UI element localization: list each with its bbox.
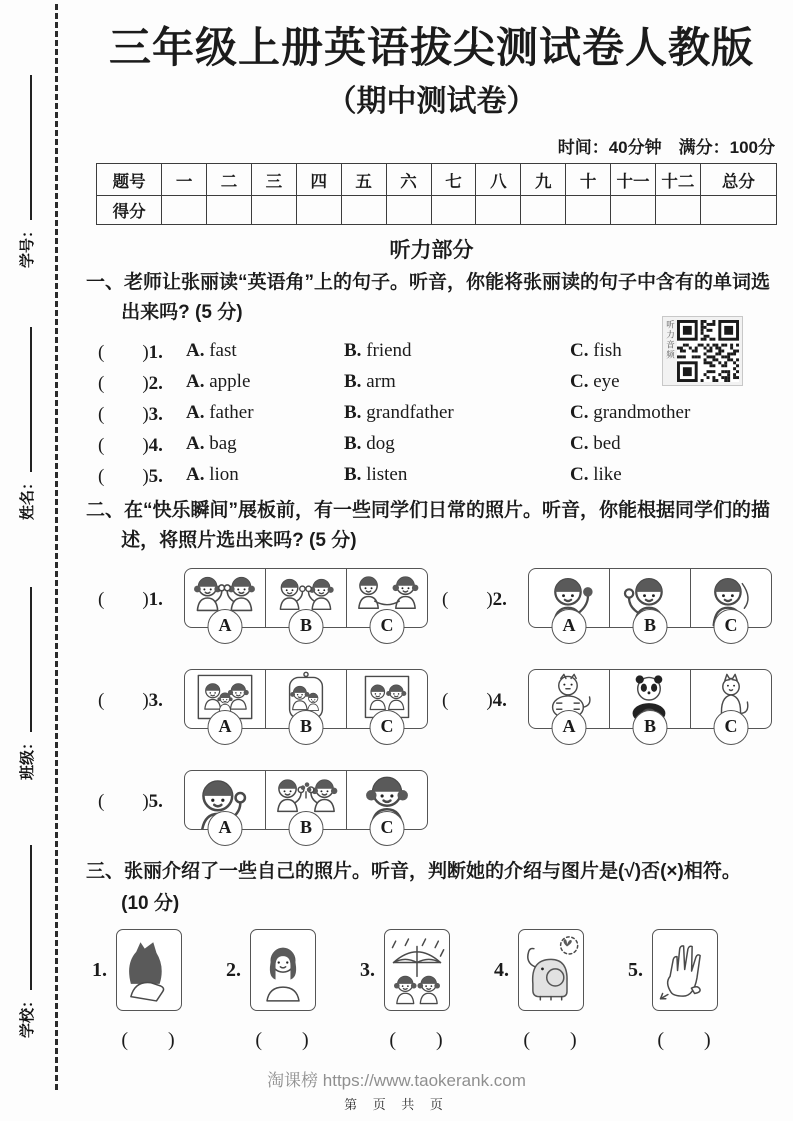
- option-b: B. arm: [344, 370, 396, 392]
- picture-strip: [184, 770, 428, 838]
- score-row-label: 得分: [97, 196, 162, 225]
- binding-dashed-line: [55, 4, 58, 1090]
- black-cat-illustration: [117, 930, 181, 1010]
- q1-item: ( )1. A. fast B. friend C. fish: [98, 335, 777, 366]
- score-cell[interactable]: [341, 196, 386, 225]
- judge-picture: [250, 929, 316, 1011]
- picture-strip: [184, 669, 428, 737]
- q1-item: ( )4. A. bag B. dog C. bed: [98, 428, 777, 459]
- score-cell[interactable]: [162, 196, 207, 225]
- school-label: 学校：: [19, 992, 36, 1038]
- score-table-header-cell: 题号: [97, 164, 162, 196]
- score-table-header-cell: 八: [476, 164, 521, 196]
- score-cell[interactable]: [207, 196, 252, 225]
- paper-content: [86, 24, 777, 1052]
- elephant-illustration: [519, 930, 583, 1010]
- score-table-header-cell: 四: [296, 164, 341, 196]
- q1-prompt: 一、老师让张丽读“英语角”上的句子。听音，你能将张丽读的句子中含有的单词选出来吗? (5 分): [86, 272, 771, 324]
- q3-item: [360, 929, 450, 1052]
- picture-choice-c[interactable]: [690, 569, 771, 636]
- score-table-header-cell: 十二: [655, 164, 700, 196]
- choice-letter-a: A: [208, 609, 243, 644]
- choice-letter-a: A: [208, 710, 243, 745]
- class-field: [16, 587, 37, 780]
- choice-letter-c: C: [714, 609, 749, 644]
- score-cell[interactable]: [386, 196, 431, 225]
- score-table-header-cell: 五: [341, 164, 386, 196]
- choice-letter-c: C: [370, 609, 405, 644]
- item-number: 3.: [360, 958, 375, 981]
- option-b: B. friend: [344, 339, 412, 361]
- school-field: [16, 845, 37, 1038]
- score-cell[interactable]: [521, 196, 566, 225]
- student-name-label: 姓名：: [19, 474, 36, 520]
- choice-letter-b: B: [289, 710, 324, 745]
- score-table-header-cell: 三: [251, 164, 296, 196]
- picture-choice-c[interactable]: [346, 569, 427, 636]
- score-table-header-cell: 九: [521, 164, 566, 196]
- picture-choice-a[interactable]: [185, 771, 265, 838]
- option-b: B. listen: [344, 463, 408, 485]
- score-cell[interactable]: [476, 196, 521, 225]
- class-label: 班级：: [19, 734, 36, 780]
- student-id-label: 学号：: [19, 222, 36, 268]
- score-cell[interactable]: [655, 196, 700, 225]
- class-blank[interactable]: [24, 587, 32, 732]
- page-number-line: 第 页 共 页: [344, 1097, 449, 1112]
- option-a: A. fast: [186, 339, 237, 361]
- score-cell[interactable]: [431, 196, 476, 225]
- student-id-field: [16, 75, 37, 268]
- q2-item: ( )3. A B C: [98, 669, 442, 729]
- judge-picture: [518, 929, 584, 1011]
- q3-judge-row: [92, 929, 777, 1052]
- option-c: C. eye: [570, 370, 620, 392]
- student-name-blank[interactable]: [24, 327, 32, 472]
- judge-picture: [384, 929, 450, 1011]
- picture-choice-b[interactable]: [265, 569, 346, 636]
- picture-strip: [528, 568, 772, 636]
- page-footer: [0, 1066, 793, 1113]
- answer-blank[interactable]: ( ): [98, 466, 149, 488]
- score-cell[interactable]: [700, 196, 776, 225]
- option-a: A. lion: [186, 463, 239, 485]
- answer-blank[interactable]: ( ): [255, 1029, 309, 1052]
- q2-item: ( )5. A B C: [98, 770, 442, 830]
- picture-choice-a[interactable]: [185, 569, 265, 636]
- watermark-site: 淘课榜 https://www.taokerank.com: [267, 1071, 526, 1090]
- choice-letter-a: A: [552, 609, 587, 644]
- choice-letter-b: B: [633, 609, 668, 644]
- option-a: A. bag: [186, 432, 237, 454]
- option-b: B. grandfather: [344, 401, 454, 423]
- choice-letter-a: A: [208, 811, 243, 846]
- q2-item: ( )2. A B C: [442, 568, 777, 628]
- school-blank[interactable]: [24, 845, 32, 990]
- paper-subtitle: （期中测试卷）: [326, 85, 537, 119]
- choice-letter-c: C: [714, 710, 749, 745]
- answer-blank[interactable]: ( ): [98, 435, 149, 457]
- choice-letter-b: B: [633, 710, 668, 745]
- picture-choice-c[interactable]: [346, 771, 427, 838]
- time-score-info: 时间：40分钟 满分：100分: [557, 138, 775, 158]
- picture-choice-b[interactable]: [609, 670, 690, 737]
- answer-blank[interactable]: ( ): [98, 690, 149, 712]
- picture-choice-b[interactable]: [609, 569, 690, 636]
- umbrella-kids-illustration: [385, 930, 449, 1010]
- choice-letter-b: B: [289, 609, 324, 644]
- score-table-header-cell: 一: [162, 164, 207, 196]
- score-table-header-cell: 六: [386, 164, 431, 196]
- option-a: A. apple: [186, 370, 251, 392]
- answer-blank[interactable]: ( ): [523, 1029, 577, 1052]
- q1-item: ( )3. A. father B. grandfather C. grandmother: [98, 397, 777, 428]
- option-c: C. grandmother: [570, 401, 691, 423]
- picture-choice-a[interactable]: [185, 670, 265, 737]
- answer-blank[interactable]: ( ): [98, 342, 149, 364]
- item-number: 2.: [226, 958, 241, 981]
- item-number: 1.: [92, 958, 107, 981]
- picture-choice-a[interactable]: [529, 569, 609, 636]
- score-cell[interactable]: [296, 196, 341, 225]
- picture-strip: [528, 669, 772, 737]
- picture-choice-b[interactable]: [265, 670, 346, 737]
- qr-code-image: [677, 320, 739, 382]
- score-cell[interactable]: [251, 196, 296, 225]
- student-name-field: [16, 327, 37, 520]
- score-table: [96, 163, 777, 225]
- girl-portrait-illustration: [251, 930, 315, 1010]
- student-id-blank[interactable]: [24, 75, 32, 220]
- q3-prompt-score: (10 分): [121, 893, 180, 915]
- picture-choice-b[interactable]: [265, 771, 346, 838]
- item-number: 5.: [628, 958, 643, 981]
- q2-picture-grid: [98, 568, 777, 838]
- q3-item: [226, 929, 316, 1052]
- picture-choice-c[interactable]: [346, 670, 427, 737]
- option-a: A. father: [186, 401, 254, 423]
- score-table-header-cell: 十: [566, 164, 611, 196]
- choice-letter-c: C: [370, 811, 405, 846]
- option-c: C. fish: [570, 339, 622, 361]
- q3-item: [92, 929, 182, 1052]
- listening-section-title: 听力部分: [389, 239, 474, 263]
- score-table-header-cell: 七: [431, 164, 476, 196]
- item-number: 4.: [494, 958, 509, 981]
- judge-picture: [652, 929, 718, 1011]
- paper-title: 三年级上册英语拔尖测试卷人教版: [108, 24, 754, 71]
- choice-letter-b: B: [289, 811, 324, 846]
- score-cell[interactable]: [611, 196, 656, 225]
- answer-blank[interactable]: ( ): [442, 690, 493, 712]
- picture-choice-c[interactable]: [690, 670, 771, 737]
- option-c: C. like: [570, 463, 622, 485]
- q2-item: ( )1. A B C: [98, 568, 442, 628]
- qr-label: 听力音频: [665, 320, 676, 360]
- score-cell[interactable]: [566, 196, 611, 225]
- q3-prompt: 三、张丽介绍了一些自己的照片。听音，判断她的介绍与图片是(√)否(×)相符。: [86, 861, 741, 883]
- q1-item: ( )5. A. lion B. listen C. like: [98, 459, 777, 490]
- picture-strip: [184, 568, 428, 636]
- answer-blank[interactable]: ( ): [121, 1029, 175, 1052]
- option-c: C. bed: [570, 432, 621, 454]
- answer-blank[interactable]: ( ): [98, 404, 149, 426]
- option-b: B. dog: [344, 432, 395, 454]
- q2-item: ( )4. A B C: [442, 669, 777, 729]
- answer-blank[interactable]: ( ): [98, 589, 149, 611]
- choice-letter-c: C: [370, 710, 405, 745]
- answer-blank[interactable]: ( ): [389, 1029, 443, 1052]
- q2-prompt: 二、在“快乐瞬间”展板前，有一些同学们日常的照片。听音，你能根据同学们的描述，将照片选出来吗? (5 分): [86, 500, 771, 552]
- q3-item: [494, 929, 584, 1052]
- choice-letter-a: A: [552, 710, 587, 745]
- picture-choice-a[interactable]: [529, 670, 609, 737]
- score-table-header-cell: 总分: [700, 164, 776, 196]
- answer-blank[interactable]: ( ): [442, 589, 493, 611]
- open-hand-illustration: [653, 930, 717, 1010]
- answer-blank[interactable]: ( ): [98, 373, 149, 395]
- q1-item: ( )2. A. apple B. arm C. eye: [98, 366, 777, 397]
- listening-audio-qr: [662, 316, 743, 386]
- judge-picture: [116, 929, 182, 1011]
- q3-item: [628, 929, 718, 1052]
- score-table-header-cell: 二: [207, 164, 252, 196]
- answer-blank[interactable]: ( ): [98, 791, 149, 813]
- answer-blank[interactable]: ( ): [657, 1029, 711, 1052]
- score-table-header-cell: 十一: [611, 164, 656, 196]
